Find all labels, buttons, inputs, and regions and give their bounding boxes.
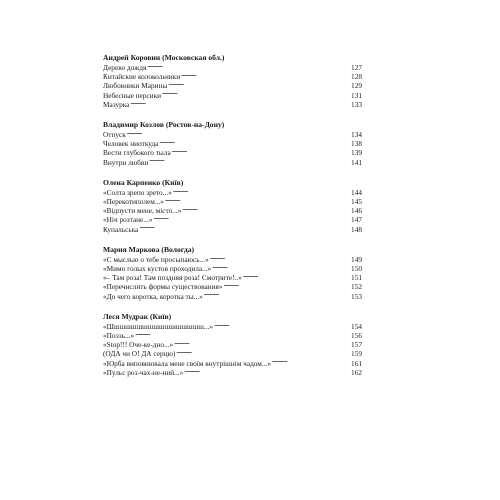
dot-leader (159, 139, 350, 146)
toc-entry (103, 81, 362, 90)
page-number: 148 (351, 224, 362, 234)
toc-section (103, 177, 362, 234)
toc-entry (103, 100, 362, 109)
toc-entry (103, 331, 362, 340)
entry-title: Отпуск (103, 130, 126, 140)
entry-title: «Перечислить формы существования» (103, 282, 223, 292)
dot-leader (224, 282, 351, 289)
dot-leader (172, 148, 350, 155)
page-number: 157 (351, 340, 362, 350)
toc-entry (103, 255, 362, 264)
page-number: 159 (351, 349, 362, 359)
entry-title: «Відпусти мене, місто...» (103, 206, 182, 216)
toc-entry (103, 72, 362, 81)
author-heading: Олена Карпенко (Київ) (103, 177, 184, 187)
toc-entry (103, 349, 362, 358)
toc-section (103, 119, 362, 167)
toc-entry (103, 148, 362, 157)
toc-entry (103, 130, 362, 139)
author-heading: Андрей Коровин (Московская обл.) (103, 53, 225, 62)
toc-entry (103, 273, 362, 282)
toc-entry (103, 292, 362, 301)
entry-title: Купальська (103, 224, 139, 234)
entry-title: «До чего коротка, коротка ты...» (103, 291, 203, 301)
entry-title: «Солта зрепо зрето...» (103, 187, 172, 197)
dot-leader (182, 206, 350, 213)
toc-entry (103, 215, 362, 224)
page-number: 144 (351, 187, 362, 197)
table-of-contents (103, 52, 362, 387)
dot-leader (212, 264, 350, 271)
dot-leader (184, 368, 350, 375)
dot-leader (272, 359, 350, 366)
toc-entry (103, 158, 362, 167)
dot-leader (149, 158, 350, 165)
entry-title: «Stop!!! Оче-ке-дно...» (103, 340, 174, 350)
dot-leader (174, 340, 350, 347)
dot-leader (243, 273, 350, 280)
toc-section (103, 52, 362, 109)
page-number: 131 (351, 90, 362, 100)
toc-entry (103, 188, 362, 197)
dot-leader (135, 331, 350, 338)
toc-entry (103, 63, 362, 72)
page-number: 145 (351, 197, 362, 207)
dot-leader (181, 72, 350, 79)
entry-title: «С мыслью о тебе просыпаюсь...» (103, 254, 209, 264)
page-number: 154 (351, 321, 362, 331)
page-number: 152 (351, 282, 362, 292)
author-heading: Мария Маркова (Вологда) (103, 244, 195, 254)
page-number: 139 (351, 148, 362, 158)
page-number: 134 (351, 130, 362, 140)
toc-entry (103, 225, 362, 234)
entry-title: «Перекотиполем...» (103, 197, 164, 207)
entry-title: Китайские колокольчики (103, 72, 181, 82)
dot-leader (139, 225, 350, 232)
entry-title: «Пульс роз-чах-не-ний...» (103, 367, 184, 377)
entry-title: Человек ниоткуда (103, 139, 159, 149)
page-number: 146 (351, 206, 362, 216)
dot-leader (210, 255, 350, 262)
entry-title: Любовники Марины (103, 81, 168, 91)
dot-leader (204, 292, 350, 299)
dot-leader (153, 215, 350, 222)
page-number: 150 (351, 264, 362, 274)
toc-entry (103, 206, 362, 215)
page-number: 141 (351, 157, 362, 167)
toc-entry (103, 359, 362, 368)
dot-leader (127, 130, 350, 137)
entry-title: «Поэзь...» (103, 331, 135, 341)
toc-entry (103, 197, 362, 206)
entry-title: «– Там роза! Там поздняя роза! Смотрите!..» (103, 273, 242, 283)
page-number: 128 (351, 72, 362, 82)
dot-leader (168, 81, 350, 88)
entry-title: Вести глубокого тыла (103, 148, 171, 158)
page-number: 129 (351, 81, 362, 91)
entry-title: Дерево дождя (103, 63, 147, 72)
dot-leader (165, 197, 350, 204)
page-number: 156 (351, 331, 362, 341)
page-number: 138 (351, 139, 362, 149)
page-number: 149 (351, 254, 362, 264)
page-number: 153 (351, 291, 362, 301)
author-heading: Владимир Козлов (Ростов-на-Дону) (103, 120, 225, 130)
dot-leader (130, 100, 350, 107)
entry-title: «Ніч розтане...» (103, 215, 153, 225)
entry-title: Небесные персики (103, 90, 162, 100)
entry-title: «Шшшшшшшшшшшшшшшшш...» (103, 321, 214, 331)
page-number: 127 (351, 63, 362, 72)
entry-title: Мазурка (103, 99, 130, 109)
toc-entry (103, 282, 362, 291)
toc-entry (103, 91, 362, 100)
page-number: 147 (351, 215, 362, 225)
entry-title: «Мимо голых кустов проходила...» (103, 264, 212, 274)
dot-leader (147, 63, 350, 70)
page-number: 133 (351, 99, 362, 109)
toc-entry (103, 264, 362, 273)
toc-entry (103, 340, 362, 349)
toc-entry (103, 322, 362, 331)
toc-section (103, 244, 362, 301)
dot-leader (176, 349, 350, 356)
entry-title: (ОДА чи О! ДА серцю) (103, 349, 176, 359)
dot-leader (214, 322, 350, 329)
author-heading: Леся Мудрак (Київ) (103, 311, 172, 321)
toc-entry (103, 139, 362, 148)
page-number: 151 (351, 273, 362, 283)
dot-leader (173, 188, 350, 195)
page-number: 161 (351, 358, 362, 368)
page-number: 162 (351, 367, 362, 377)
entry-title: Внутри любви (103, 157, 149, 167)
toc-entry (103, 368, 362, 377)
toc-section (103, 311, 362, 377)
entry-title: «Юрба виповнювала мене своїм внутрішнім чадом...» (103, 358, 272, 368)
dot-leader (162, 91, 350, 98)
